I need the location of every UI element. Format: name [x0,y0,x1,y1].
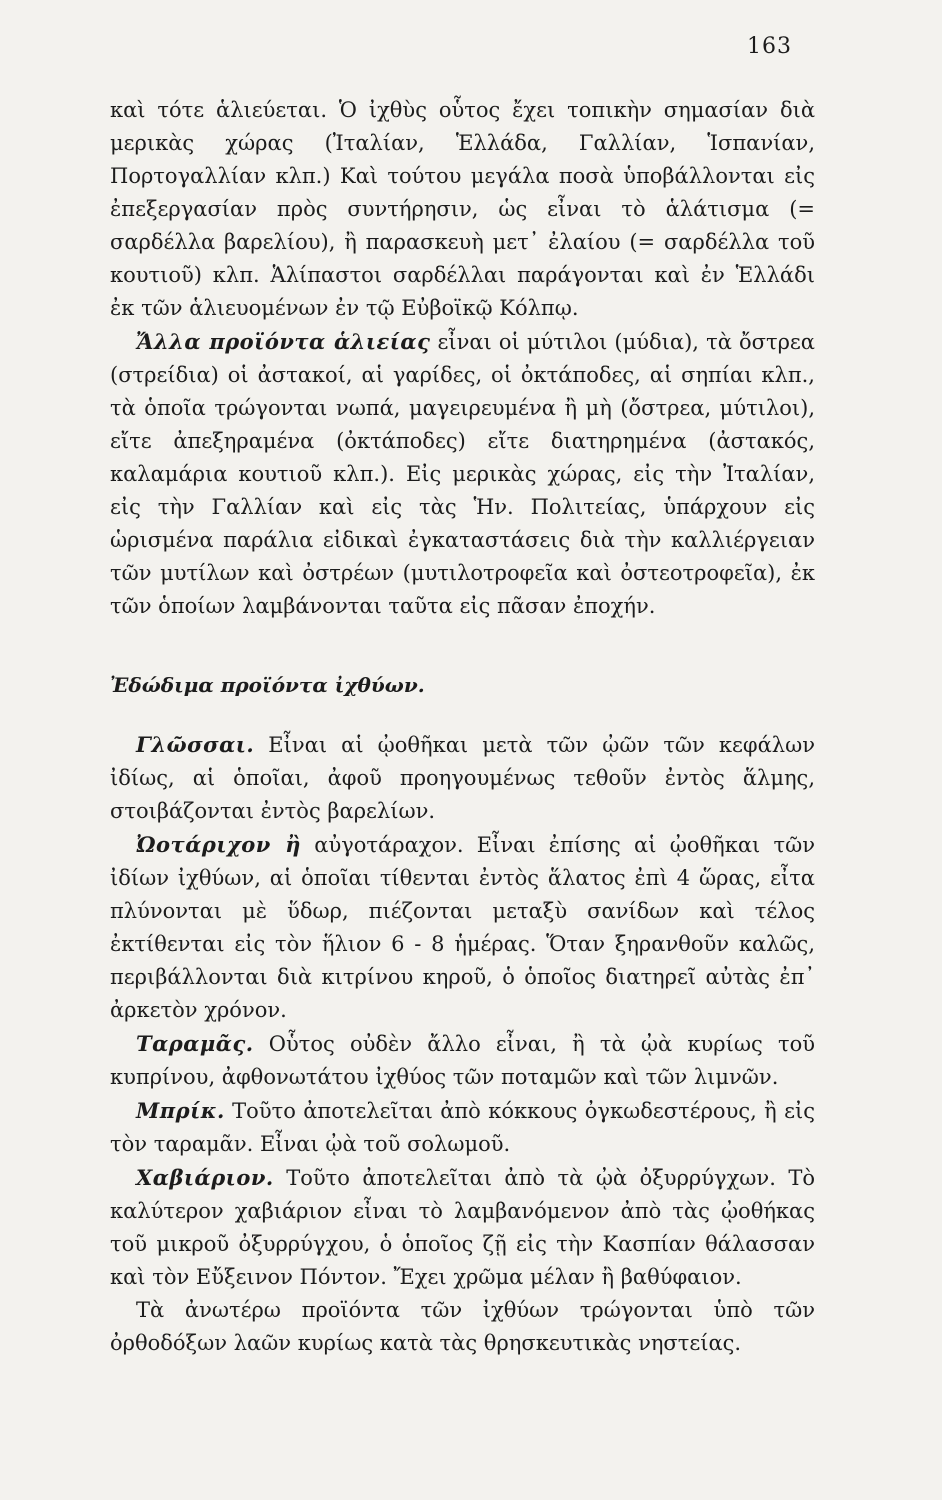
paragraph-botargo-text: αὐγοτάραχον. Εἶναι ἐπίσης αἱ ᾠοθῆκαι τῶν ἰδίων ἰχθύων, αἱ ὁποῖαι τίθενται ἐντὸς ἅλατος ἐπὶ 4 ὥρας, εἶτα πλύνονται μὲ ὕδωρ, πιέζονται μεταξὺ σανίδων καὶ τέλος ἐκτίθενται εἰς τὸν ἥλιον 6 - 8 ἡμέρας. Ὅταν ξηρανθοῦν καλῶς, περιβάλλονται διὰ κιτρίνου κηροῦ, ὁ ὁποῖος διατηρεῖ αὐτὰς ἐπ᾿ ἀρκετὸν χρόνον. [110,833,815,1022]
paragraph-other-products [110,325,815,623]
page-number: 163 [747,34,792,59]
paragraph-botargo [110,828,815,1027]
section-heading: Ἐδώδιμα προϊόντα ἰχθύων. [110,673,425,697]
paragraph-brik-text: Τοῦτο ἀποτελεῖται ἀπὸ κόκκους ὀγκωδεστέρους, ἢ εἰς τὸν ταραμᾶν. Εἶναι ᾠὰ τοῦ σολωμοῦ. [110,1099,815,1156]
paragraph-caviar [110,1161,815,1294]
paragraph-brik [110,1094,815,1161]
term-botargo: Ὠοτάριχον ἢ [136,832,302,857]
paragraph-other-products-text: εἶναι οἱ μύτιλοι (μύδια), τὰ ὄστρεα (στρείδια) οἱ ἀστακοί, αἱ γαρίδες, οἱ ὀκτάποδες, αἱ σηπίαι κλπ., τὰ ὁποῖα τρώγονται νωπά, μαγειρευμένα ἢ μὴ (ὄστρεα, μύτιλοι), εἴτε ἀπεξηραμένα (ὀκτάποδες) εἴτε διατηρημένα (ἀστακός, καλαμάρια κουτιοῦ κλπ.). Εἰς μερικὰς χώρας, εἰς τὴν Ἰταλίαν, εἰς τὴν Γαλλίαν καὶ εἰς τὰς Ἡν. Πολιτείας, ὑπάρχουν εἰς ὡρισμένα παράλια εἰδικαὶ ἐγκαταστάσεις διὰ τὴν καλλιέργειαν τῶν μυτίλων καὶ ὀστρέων (μυτιλοτροφεῖα καὶ ὀστεοτροφεῖα), ἐκ τῶν ὁποίων λαμβάνονται ταῦτα εἰς πᾶσαν ἐποχήν. [110,330,815,618]
term-caviar: Χαβιάριον. [136,1165,274,1190]
paragraph-glosses [110,728,815,828]
page-body [110,94,815,1360]
paragraph-caviar-text: Τοῦτο ἀποτελεῖται ἀπὸ τὰ ᾠὰ ὀξυρρύγχων. Τὸ καλύτερον χαβιάριον εἶναι τὸ λαμβανόμενον ἀπὸ τὰς ᾠοθήκας τοῦ μικροῦ ὀξυρρύγχου, ὁ ὁποῖος ζῇ εἰς τὴν Κασπίαν θάλασσαν καὶ τὸν Εὔξεινον Πόντον. Ἔχει χρῶμα μέλαν ἢ βαθύφαιον. [110,1166,815,1289]
paragraph-taramas-text: Οὗτος οὐδὲν ἄλλο εἶναι, ἢ τὰ ᾠὰ κυρίως τοῦ κυπρίνου, ἀφθονωτάτου ἰχθύος τῶν ποταμῶν καὶ τῶν λιμνῶν. [110,1032,815,1089]
paragraph-taramas [110,1027,815,1094]
paragraph-glosses-text: Εἶναι αἱ ᾠοθῆκαι μετὰ τῶν ᾠῶν τῶν κεφάλων ἰδίως, αἱ ὁποῖαι, ἀφοῦ προηγουμένως τεθοῦν ἐντὸς ἅλμης, στοιβάζονται ἐντὸς βαρελίων. [110,733,815,823]
term-glosses: Γλῶσσαι. [136,732,255,757]
paragraph-sardines: καὶ τότε ἁλιεύεται. Ὁ ἰχθὺς οὗτος ἔχει τοπικὴν σημασίαν διὰ μερικὰς χώρας (Ἰταλίαν, Ἑλλάδα, Γαλλίαν, Ἱσπανίαν, Πορτογαλλίαν κλπ.) Καὶ τούτου μεγάλα ποσὰ ὑποβάλλονται εἰς ἐπεξεργασίαν πρὸς συντήρησιν, ὡς εἶναι τὸ ἁλάτισμα (= σαρδέλλα βαρελίου), ἢ παρασκευὴ μετ᾿ ἐλαίου (= σαρδέλλα τοῦ κουτιοῦ) κλπ. Ἁλίπαστοι σαρδέλλαι παράγονται καὶ ἐν Ἑλλάδι ἐκ τῶν ἁλιευομένων ἐν τῷ Εὐβοϊκῷ Κόλπῳ. [110,98,815,320]
term-taramas: Ταραμᾶς. [136,1031,254,1056]
term-brik: Μπρίκ. [136,1098,225,1123]
term-other-fishery-products: Ἄλλα προϊόντα ἁλιείας [136,329,431,354]
paragraph-fasting: Τὰ ἀνωτέρω προϊόντα τῶν ἰχθύων τρώγονται ὑπὸ τῶν ὀρθοδόξων λαῶν κυρίως κατὰ τὰς θρησκευτικὰς νηστείας. [110,1298,815,1355]
